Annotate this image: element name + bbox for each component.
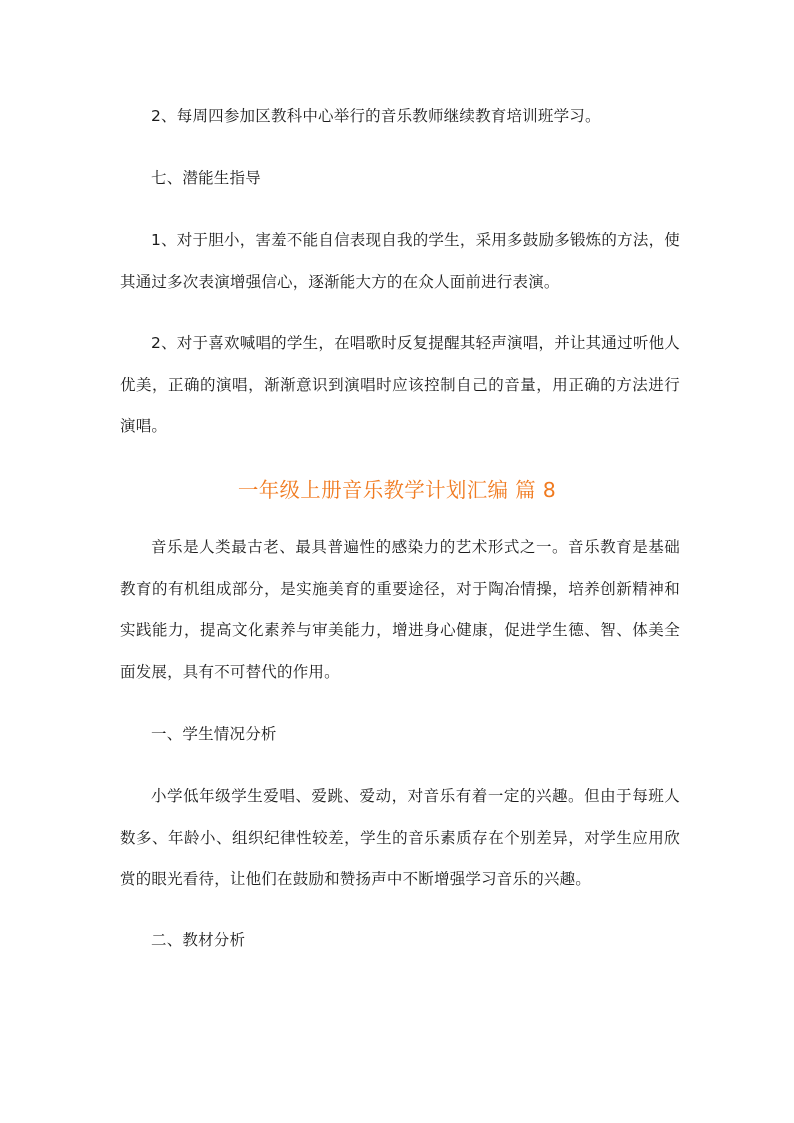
- heading-potential-students-guidance: 七、潜能生指导: [151, 169, 261, 187]
- heading-student-analysis: 一、学生情况分析: [151, 725, 277, 743]
- paragraph-teacher-training: 2、每周四参加区教科中心举行的音乐教师继续教育培训班学习。: [151, 107, 601, 125]
- section-title: 一年级上册音乐教学计划汇编 篇 8: [237, 478, 557, 502]
- paragraph-loud-singers: 2、对于喜欢喊唱的学生，在唱歌时反复提醒其轻声演唱，并让其通过听他人优美，正确的演唱，渐渐意识到演唱时应该控制自己的音量，用正确的方法进行演唱。: [120, 334, 680, 435]
- heading-textbook-analysis: 二、教材分析: [151, 931, 246, 949]
- paragraph-music-education-intro: 音乐是人类最古老、最具普遍性的感染力的艺术形式之一。音乐教育是基础教育的有机组成部分，是实施美育的重要途径，对于陶冶情操，培养创新精神和实践能力，提高文化素养与审美能力，增进身心健康，促进学生德、智、体美全面发展，具有不可替代的作用。: [120, 538, 680, 681]
- paragraph-shy-students: 1、对于胆小，害羞不能自信表现自我的学生，采用多鼓励多锻炼的方法，使其通过多次表演增强信心，逐渐能大方的在众人面前进行表演。: [120, 231, 680, 291]
- paragraph-student-analysis: 小学低年级学生爱唱、爱跳、爱动，对音乐有着一定的兴趣。但由于每班人数多、年龄小、组织纪律性较差，学生的音乐素质存在个别差异，对学生应用欣赏的眼光看待，让他们在鼓励和赞扬声中不断增强学习音乐的兴趣。: [120, 787, 680, 888]
